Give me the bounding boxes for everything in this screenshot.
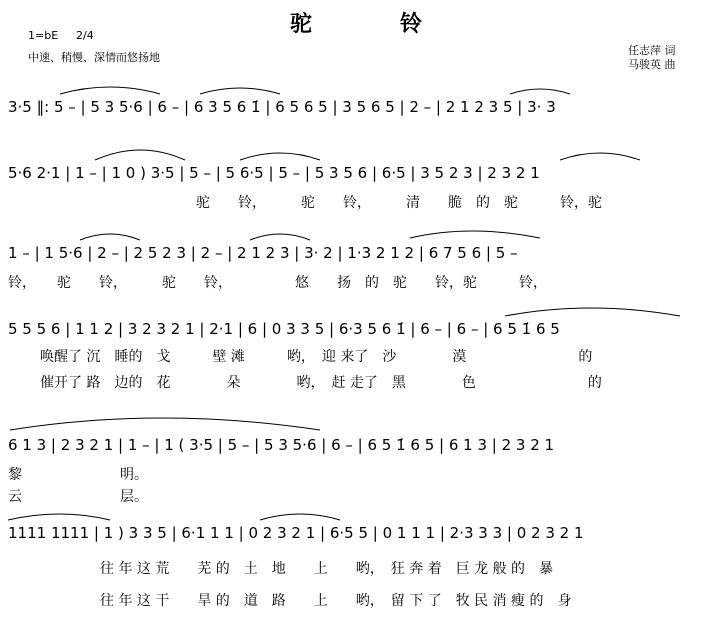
score-row-5: 6 1 3 | 2 3 2 1 | 1 – | 1 ( 3·5 | 5 – | 5 3 5·6 | 6 – | 6 5 1̇ 6 5 | 6 1 3 | 2 3 2 1: [8, 436, 555, 454]
time-signature: 2/4: [76, 29, 94, 42]
composer-credit: 马骏英 曲: [628, 58, 676, 71]
slur: [250, 234, 310, 240]
slur: [560, 153, 640, 160]
lyrics-row-5-verse-1: 黎 明。: [8, 467, 148, 483]
slur: [505, 308, 680, 316]
lyrics-row-5-verse-2: 云 层。: [8, 489, 148, 505]
slur: [510, 89, 570, 94]
slur: [410, 231, 540, 238]
slur: [240, 153, 320, 160]
slur: [60, 87, 160, 94]
lyricist-credit: 任志萍 词: [628, 44, 676, 57]
lyrics-row-4-verse-2: 催开了 路 边的 花 朵 哟， 赶 走了 黑 色 的: [40, 375, 602, 391]
slur: [95, 150, 185, 160]
key-signature: 1=bE: [28, 29, 59, 42]
slur: [80, 234, 140, 240]
score-row-6: 1111 1111 | 1 ) 3 3 5 | 6·1 1 1 | 0 2 3 2 1 | 6·5 5 | 0 1 1 1 | 2·3 3 3 | 0 2 3 2 1: [8, 524, 584, 542]
page-title-right: 铃: [400, 12, 425, 37]
lyrics-row-2-verse-1: 驼 铃， 驼 铃， 清 脆 的 驼 铃，驼: [196, 195, 602, 211]
lyrics-row-4-verse-1: 唤醒了 沉 睡的 戈 壁 滩 哟， 迎 来了 沙 漠 的: [40, 349, 593, 365]
tempo-marking: 中速、稍慢、深情而悠扬地: [28, 51, 160, 64]
score-row-4: 5 5 5 6 | 1 1 2 | 3 2 3 2 1 | 2·1 | 6 | 0 3 3 5 | 6·3 5 6 1̇ | 6 – | 6 – | 6 5 1̇ 6 5: [8, 320, 560, 338]
slur: [260, 514, 340, 520]
lyrics-row-6-verse-2: 往 年 这 干 旱 的 道 路 上 哟， 留 下 了 牧 民 消 瘦 的 身: [100, 593, 572, 609]
lyrics-row-6-verse-1: 往 年 这 荒 芜 的 土 地 上 哟， 狂 奔 着 巨 龙 般 的 暴: [100, 561, 554, 577]
slur: [200, 88, 280, 94]
page-title-left: 驼: [290, 12, 315, 37]
score-row-1: 3·5 ‖: 5 – | 5 3 5·6 | 6 – | 6 3 5 6 1̇ | 6 5 6 5 | 3 5 6 5 | 2 – | 2 1 2 3 5 | 3· 3: [8, 98, 556, 116]
slur: [8, 514, 110, 520]
lyrics-row-3-verse-1: 铃， 驼 铃， 驼 铃， 悠 扬 的 驼 铃，驼 铃，: [8, 275, 547, 291]
slur: [10, 418, 320, 430]
score-row-2: 5·6 2·1 | 1 – | 1 0 ) 3·5 | 5 – | 5 6·5 | 5 – | 5 3 5 6 | 6·5 | 3 5 2 3 | 2 3 2 1: [8, 164, 540, 182]
score-row-3: 1 – | 1 5·6 | 2 – | 2 5 2 3 | 2 – | 2 1 2 3 | 3· 2 | 1·3 2 1 2 | 6 7 5 6 | 5 –: [8, 244, 518, 262]
